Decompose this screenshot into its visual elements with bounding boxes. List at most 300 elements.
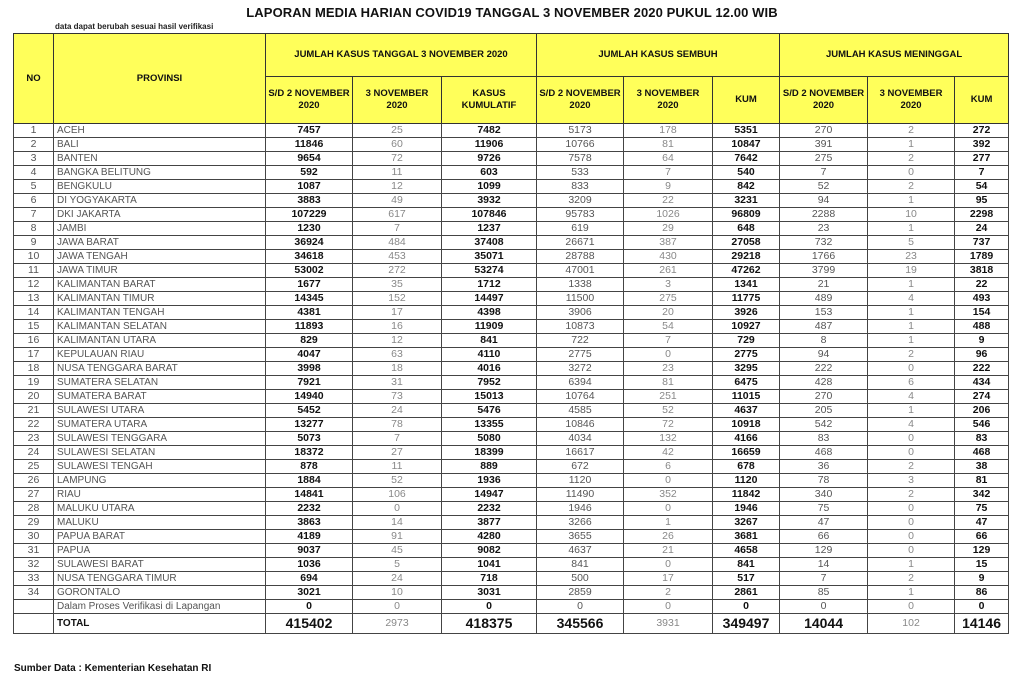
recovered-cumulative: 16659 (713, 446, 780, 460)
deaths-cumulative: 2298 (955, 208, 1009, 222)
recovered-cumulative: 0 (713, 600, 780, 614)
deaths-cumulative: 277 (955, 152, 1009, 166)
deaths-cumulative: 392 (955, 138, 1009, 152)
recovered-cumulative: 11842 (713, 488, 780, 502)
deaths-nov3: 19 (868, 264, 955, 278)
deaths-until-nov2: 153 (780, 306, 868, 320)
deaths-until-nov2: 0 (780, 600, 868, 614)
deaths-cumulative: 493 (955, 292, 1009, 306)
cases-cumulative: 4110 (442, 348, 537, 362)
deaths-cumulative: 546 (955, 418, 1009, 432)
recovered-nov3: 21 (624, 544, 713, 558)
cases-nov3: 11 (353, 166, 442, 180)
recovered-nov3: 23 (624, 362, 713, 376)
recovered-until-nov2: 4585 (537, 404, 624, 418)
deaths-nov3: 0 (868, 432, 955, 446)
table-row (14, 124, 1009, 138)
row-number: 11 (14, 264, 54, 278)
cases-until-nov2: 18372 (266, 446, 353, 460)
table-row (14, 222, 1009, 236)
cases-cumulative: 1099 (442, 180, 537, 194)
deaths-cumulative: 1789 (955, 250, 1009, 264)
recovered-nov3: 20 (624, 306, 713, 320)
cases-nov3: 617 (353, 208, 442, 222)
table-row (14, 390, 1009, 404)
deaths-nov3: 23 (868, 250, 955, 264)
deaths-nov3: 2 (868, 572, 955, 586)
recovered-nov3: 178 (624, 124, 713, 138)
deaths-until-nov2: 2288 (780, 208, 868, 222)
deaths-cumulative: 206 (955, 404, 1009, 418)
cases-cumulative: 37408 (442, 236, 537, 250)
cases-nov3: 5 (353, 558, 442, 572)
table-row (14, 572, 1009, 586)
recovered-cumulative: 2775 (713, 348, 780, 362)
header-sub: S/D 2 NOVEMBER 2020 (266, 77, 353, 124)
deaths-nov3: 2 (868, 124, 955, 138)
cases-cumulative: 4280 (442, 530, 537, 544)
total-recovered-nov3: 3931 (624, 614, 713, 634)
recovered-cumulative: 4658 (713, 544, 780, 558)
cases-nov3: 72 (353, 152, 442, 166)
province-name: KALIMANTAN BARAT (54, 278, 266, 292)
table-row (14, 558, 1009, 572)
recovered-nov3: 387 (624, 236, 713, 250)
cases-nov3: 31 (353, 376, 442, 390)
cases-nov3: 35 (353, 278, 442, 292)
deaths-until-nov2: 21 (780, 278, 868, 292)
row-number: 24 (14, 446, 54, 460)
recovered-until-nov2: 2775 (537, 348, 624, 362)
deaths-cumulative: 24 (955, 222, 1009, 236)
cases-until-nov2: 878 (266, 460, 353, 474)
total-deaths-cumulative: 14146 (955, 614, 1009, 634)
cases-until-nov2: 3998 (266, 362, 353, 376)
deaths-until-nov2: 75 (780, 502, 868, 516)
header-sub: KASUS KUMULATIF (442, 77, 537, 124)
cases-cumulative: 718 (442, 572, 537, 586)
deaths-until-nov2: 94 (780, 348, 868, 362)
deaths-until-nov2: 129 (780, 544, 868, 558)
row-number: 27 (14, 488, 54, 502)
recovered-until-nov2: 6394 (537, 376, 624, 390)
data-source: Sumber Data : Kementerian Kesehatan RI (14, 663, 212, 674)
deaths-until-nov2: 270 (780, 124, 868, 138)
recovered-nov3: 0 (624, 474, 713, 488)
deaths-cumulative: 95 (955, 194, 1009, 208)
cases-cumulative: 1936 (442, 474, 537, 488)
recovered-cumulative: 517 (713, 572, 780, 586)
deaths-nov3: 0 (868, 530, 955, 544)
recovered-until-nov2: 10873 (537, 320, 624, 334)
cases-nov3: 78 (353, 418, 442, 432)
total-cases-until-nov2: 415402 (266, 614, 353, 634)
deaths-until-nov2: 3799 (780, 264, 868, 278)
recovered-nov3: 64 (624, 152, 713, 166)
recovered-cumulative: 1341 (713, 278, 780, 292)
header-group-recovered: JUMLAH KASUS SEMBUH (537, 34, 780, 77)
row-number: 30 (14, 530, 54, 544)
row-number: 13 (14, 292, 54, 306)
deaths-until-nov2: 487 (780, 320, 868, 334)
table-row (14, 502, 1009, 516)
cases-cumulative: 2232 (442, 502, 537, 516)
cases-until-nov2: 7457 (266, 124, 353, 138)
header-sub: 3 NOVEMBER 2020 (353, 77, 442, 124)
cases-cumulative: 1041 (442, 558, 537, 572)
deaths-cumulative: 81 (955, 474, 1009, 488)
deaths-until-nov2: 7 (780, 166, 868, 180)
recovered-until-nov2: 16617 (537, 446, 624, 460)
deaths-nov3: 0 (868, 516, 955, 530)
cases-nov3: 12 (353, 334, 442, 348)
cases-nov3: 0 (353, 600, 442, 614)
cases-nov3: 49 (353, 194, 442, 208)
deaths-cumulative: 9 (955, 572, 1009, 586)
table-row (14, 334, 1009, 348)
table-row (14, 362, 1009, 376)
row-number: 22 (14, 418, 54, 432)
cases-cumulative: 5476 (442, 404, 537, 418)
cases-nov3: 11 (353, 460, 442, 474)
deaths-nov3: 0 (868, 600, 955, 614)
recovered-until-nov2: 3266 (537, 516, 624, 530)
recovered-nov3: 430 (624, 250, 713, 264)
table-row (14, 236, 1009, 250)
row-number: 32 (14, 558, 54, 572)
recovered-until-nov2: 1120 (537, 474, 624, 488)
table-row (14, 180, 1009, 194)
deaths-cumulative: 15 (955, 558, 1009, 572)
deaths-cumulative: 272 (955, 124, 1009, 138)
deaths-nov3: 0 (868, 502, 955, 516)
province-name: SULAWESI BARAT (54, 558, 266, 572)
row-number: 8 (14, 222, 54, 236)
deaths-cumulative: 75 (955, 502, 1009, 516)
table-row (14, 166, 1009, 180)
recovered-cumulative: 3231 (713, 194, 780, 208)
recovered-nov3: 9 (624, 180, 713, 194)
recovered-until-nov2: 722 (537, 334, 624, 348)
row-number: 19 (14, 376, 54, 390)
recovered-nov3: 251 (624, 390, 713, 404)
recovered-nov3: 0 (624, 558, 713, 572)
deaths-until-nov2: 8 (780, 334, 868, 348)
table-row (14, 320, 1009, 334)
row-number: 29 (14, 516, 54, 530)
deaths-cumulative: 222 (955, 362, 1009, 376)
table-row (14, 586, 1009, 600)
recovered-until-nov2: 500 (537, 572, 624, 586)
cases-cumulative: 18399 (442, 446, 537, 460)
cases-until-nov2: 11846 (266, 138, 353, 152)
deaths-until-nov2: 270 (780, 390, 868, 404)
recovered-until-nov2: 2859 (537, 586, 624, 600)
deaths-nov3: 5 (868, 236, 955, 250)
total-label: TOTAL (54, 614, 266, 634)
recovered-cumulative: 4637 (713, 404, 780, 418)
recovered-until-nov2: 11500 (537, 292, 624, 306)
row-number: 10 (14, 250, 54, 264)
province-name: NUSA TENGGARA BARAT (54, 362, 266, 376)
recovered-nov3: 52 (624, 404, 713, 418)
total-cases-nov3: 2973 (353, 614, 442, 634)
header-group-deaths: JUMLAH KASUS MENINGGAL (780, 34, 1009, 77)
table-row (14, 292, 1009, 306)
cases-nov3: 453 (353, 250, 442, 264)
deaths-nov3: 1 (868, 586, 955, 600)
cases-nov3: 272 (353, 264, 442, 278)
cases-until-nov2: 4381 (266, 306, 353, 320)
deaths-nov3: 0 (868, 446, 955, 460)
cases-nov3: 91 (353, 530, 442, 544)
recovered-cumulative: 648 (713, 222, 780, 236)
table-row (14, 278, 1009, 292)
deaths-until-nov2: 428 (780, 376, 868, 390)
deaths-nov3: 1 (868, 278, 955, 292)
deaths-nov3: 2 (868, 460, 955, 474)
cases-cumulative: 0 (442, 600, 537, 614)
province-name: KALIMANTAN TENGAH (54, 306, 266, 320)
recovered-nov3: 352 (624, 488, 713, 502)
province-name: KALIMANTAN UTARA (54, 334, 266, 348)
table-row (14, 544, 1009, 558)
deaths-until-nov2: 1766 (780, 250, 868, 264)
header-group-cases: JUMLAH KASUS TANGGAL 3 NOVEMBER 2020 (266, 34, 537, 77)
table-body (14, 124, 1009, 634)
cases-nov3: 7 (353, 222, 442, 236)
table-row (14, 404, 1009, 418)
recovered-cumulative: 3295 (713, 362, 780, 376)
recovered-until-nov2: 533 (537, 166, 624, 180)
recovered-until-nov2: 619 (537, 222, 624, 236)
table-row (14, 530, 1009, 544)
deaths-cumulative: 488 (955, 320, 1009, 334)
deaths-until-nov2: 47 (780, 516, 868, 530)
province-name: MALUKU (54, 516, 266, 530)
recovered-until-nov2: 0 (537, 600, 624, 614)
deaths-until-nov2: 36 (780, 460, 868, 474)
cases-cumulative: 107846 (442, 208, 537, 222)
row-number: 18 (14, 362, 54, 376)
recovered-until-nov2: 1946 (537, 502, 624, 516)
cases-nov3: 152 (353, 292, 442, 306)
cases-cumulative: 9726 (442, 152, 537, 166)
province-name: JAWA BARAT (54, 236, 266, 250)
deaths-cumulative: 66 (955, 530, 1009, 544)
cases-until-nov2: 36924 (266, 236, 353, 250)
cases-until-nov2: 14841 (266, 488, 353, 502)
total-cases-cumulative: 418375 (442, 614, 537, 634)
province-name: BALI (54, 138, 266, 152)
recovered-until-nov2: 47001 (537, 264, 624, 278)
table-row (14, 516, 1009, 530)
recovered-cumulative: 7642 (713, 152, 780, 166)
row-number: 23 (14, 432, 54, 446)
cases-until-nov2: 5073 (266, 432, 353, 446)
header-sub: 3 NOVEMBER 2020 (624, 77, 713, 124)
cases-nov3: 12 (353, 180, 442, 194)
province-name: LAMPUNG (54, 474, 266, 488)
province-name: KEPULAUAN RIAU (54, 348, 266, 362)
row-number: 17 (14, 348, 54, 362)
recovered-cumulative: 27058 (713, 236, 780, 250)
row-number: 34 (14, 586, 54, 600)
province-name: SULAWESI UTARA (54, 404, 266, 418)
deaths-cumulative: 434 (955, 376, 1009, 390)
table-row (14, 194, 1009, 208)
recovered-cumulative: 678 (713, 460, 780, 474)
recovered-nov3: 7 (624, 166, 713, 180)
deaths-cumulative: 274 (955, 390, 1009, 404)
recovered-until-nov2: 3209 (537, 194, 624, 208)
cases-nov3: 16 (353, 320, 442, 334)
province-name: DI YOGYAKARTA (54, 194, 266, 208)
province-name: PAPUA BARAT (54, 530, 266, 544)
deaths-until-nov2: 85 (780, 586, 868, 600)
province-name: JAMBI (54, 222, 266, 236)
deaths-until-nov2: 468 (780, 446, 868, 460)
recovered-cumulative: 4166 (713, 432, 780, 446)
cases-cumulative: 603 (442, 166, 537, 180)
cases-cumulative: 9082 (442, 544, 537, 558)
cases-until-nov2: 592 (266, 166, 353, 180)
deaths-nov3: 4 (868, 390, 955, 404)
recovered-cumulative: 1120 (713, 474, 780, 488)
province-name: SULAWESI TENGGARA (54, 432, 266, 446)
deaths-until-nov2: 7 (780, 572, 868, 586)
row-number: 2 (14, 138, 54, 152)
deaths-until-nov2: 78 (780, 474, 868, 488)
recovered-nov3: 54 (624, 320, 713, 334)
province-name: SULAWESI TENGAH (54, 460, 266, 474)
row-number: 26 (14, 474, 54, 488)
deaths-nov3: 6 (868, 376, 955, 390)
header-sub: 3 NOVEMBER 2020 (868, 77, 955, 124)
recovered-nov3: 72 (624, 418, 713, 432)
row-number: 1 (14, 124, 54, 138)
cases-until-nov2: 14940 (266, 390, 353, 404)
table-row (14, 348, 1009, 362)
table-row (14, 376, 1009, 390)
recovered-cumulative: 842 (713, 180, 780, 194)
recovered-cumulative: 841 (713, 558, 780, 572)
row-number: 12 (14, 278, 54, 292)
deaths-until-nov2: 83 (780, 432, 868, 446)
recovered-until-nov2: 841 (537, 558, 624, 572)
province-name: KALIMANTAN SELATAN (54, 320, 266, 334)
header-sub: S/D 2 NOVEMBER 2020 (780, 77, 868, 124)
cases-nov3: 10 (353, 586, 442, 600)
deaths-until-nov2: 66 (780, 530, 868, 544)
province-name: KALIMANTAN TIMUR (54, 292, 266, 306)
cases-nov3: 45 (353, 544, 442, 558)
cases-until-nov2: 4047 (266, 348, 353, 362)
recovered-cumulative: 6475 (713, 376, 780, 390)
recovered-until-nov2: 95783 (537, 208, 624, 222)
province-name: DKI JAKARTA (54, 208, 266, 222)
row-number: 15 (14, 320, 54, 334)
cases-until-nov2: 5452 (266, 404, 353, 418)
recovered-cumulative: 10927 (713, 320, 780, 334)
report-title: LAPORAN MEDIA HARIAN COVID19 TANGGAL 3 NOVEMBER 2020 PUKUL 12.00 WIB (246, 5, 778, 20)
recovered-until-nov2: 28788 (537, 250, 624, 264)
province-name: NUSA TENGGARA TIMUR (54, 572, 266, 586)
deaths-until-nov2: 391 (780, 138, 868, 152)
cases-cumulative: 35071 (442, 250, 537, 264)
deaths-cumulative: 3818 (955, 264, 1009, 278)
recovered-cumulative: 729 (713, 334, 780, 348)
deaths-cumulative: 38 (955, 460, 1009, 474)
cases-cumulative: 4398 (442, 306, 537, 320)
total-deaths-until-nov2: 14044 (780, 614, 868, 634)
row-number: 6 (14, 194, 54, 208)
cases-cumulative: 11906 (442, 138, 537, 152)
cases-nov3: 484 (353, 236, 442, 250)
deaths-cumulative: 83 (955, 432, 1009, 446)
cases-until-nov2: 1884 (266, 474, 353, 488)
recovered-nov3: 26 (624, 530, 713, 544)
row-number: 31 (14, 544, 54, 558)
recovered-cumulative: 11775 (713, 292, 780, 306)
recovered-until-nov2: 10764 (537, 390, 624, 404)
row-number (14, 614, 54, 634)
recovered-nov3: 29 (624, 222, 713, 236)
cases-nov3: 18 (353, 362, 442, 376)
deaths-cumulative: 22 (955, 278, 1009, 292)
table-row (14, 474, 1009, 488)
deaths-cumulative: 154 (955, 306, 1009, 320)
cases-until-nov2: 1677 (266, 278, 353, 292)
deaths-cumulative: 0 (955, 600, 1009, 614)
deaths-nov3: 1 (868, 222, 955, 236)
cases-until-nov2: 2232 (266, 502, 353, 516)
recovered-cumulative: 540 (713, 166, 780, 180)
covid-report-table (13, 33, 1009, 634)
row-number: 5 (14, 180, 54, 194)
deaths-until-nov2: 94 (780, 194, 868, 208)
cases-nov3: 60 (353, 138, 442, 152)
deaths-until-nov2: 52 (780, 180, 868, 194)
cases-until-nov2: 9037 (266, 544, 353, 558)
table-row (14, 488, 1009, 502)
cases-until-nov2: 1036 (266, 558, 353, 572)
cases-nov3: 0 (353, 502, 442, 516)
recovered-nov3: 7 (624, 334, 713, 348)
cases-cumulative: 889 (442, 460, 537, 474)
cases-cumulative: 3932 (442, 194, 537, 208)
cases-cumulative: 1237 (442, 222, 537, 236)
table-row (14, 138, 1009, 152)
recovered-until-nov2: 3906 (537, 306, 624, 320)
table-row (14, 600, 1009, 614)
row-number: 4 (14, 166, 54, 180)
recovered-nov3: 81 (624, 376, 713, 390)
deaths-cumulative: 7 (955, 166, 1009, 180)
cases-until-nov2: 11893 (266, 320, 353, 334)
province-name: SUMATERA UTARA (54, 418, 266, 432)
deaths-until-nov2: 14 (780, 558, 868, 572)
deaths-until-nov2: 23 (780, 222, 868, 236)
cases-cumulative: 7482 (442, 124, 537, 138)
recovered-nov3: 6 (624, 460, 713, 474)
recovered-until-nov2: 3272 (537, 362, 624, 376)
recovered-nov3: 81 (624, 138, 713, 152)
cases-until-nov2: 1087 (266, 180, 353, 194)
table-row (14, 264, 1009, 278)
cases-nov3: 24 (353, 572, 442, 586)
cases-cumulative: 11909 (442, 320, 537, 334)
